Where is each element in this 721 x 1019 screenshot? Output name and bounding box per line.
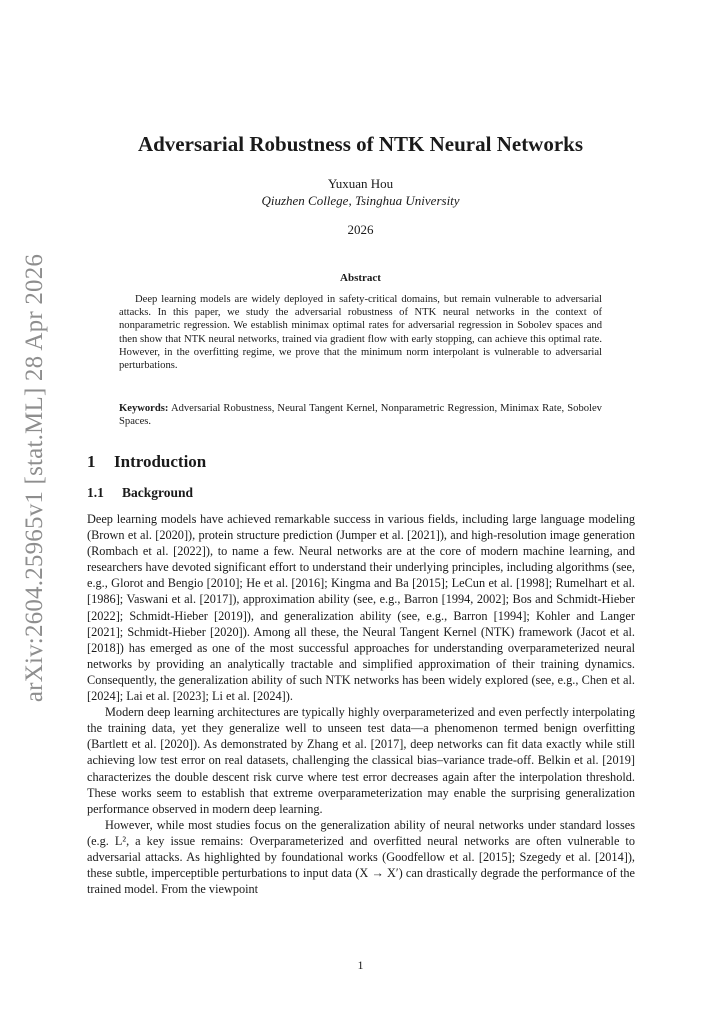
section-title: Introduction (114, 452, 207, 471)
keywords-text: Adversarial Robustness, Neural Tangent Kernel, Nonparametric Regression, Minimax Rate, Sobolev Spaces. (119, 403, 602, 428)
arxiv-stamp-text: arXiv:2604.25965v1 [stat.ML] 28 Apr 2026 (21, 253, 48, 703)
author-name: Yuxuan Hou (327, 176, 394, 191)
subsection-heading (87, 485, 193, 501)
section-heading (87, 452, 206, 472)
paragraph: Deep learning models have achieved remarkable success in various fields, including large language modeling (Brown et al. [2020]), protein structure prediction (Jumper et al. [2021]), and high-resolution image generation (Rombach et al. [2022]), to name a few. Neural networks are at the core of modern machine learning, and researchers have devoted significant effort to understand their underlying principles, including algorithms (see, e.g., Glorot and Bengio [2010]; He et al. [2016]; Kingma and Ba [2015]; LeCun et al. [1998]; Rumelhart et al. [1986]; Vaswani et al. [2017]), approximation ability (see, e.g., Barron [1994, 2002]; Bos and Schmidt-Hieber [2022]; Schmidt-Hieber [2019]), and generalization ability (see, e.g., Barron [1994]; Kohler and Langer [2021]; Schmidt-Hieber [2020]). Among all these, the Neural Tangent Kernel (NTK) framework (Jacot et al. [2018]) has emerged as one of the most successful approaches for understanding overparameterized neural networks by providing an analytically tractable and simplified approximation of their training dynamics. Consequently, the generalization ability of such NTK networks has been widely explored (see, e.g., Chen et al. [2024]; Lai et al. [2023]; Li et al. [2024]). (87, 512, 635, 704)
abstract-text: Deep learning models are widely deployed in safety-critical domains, but remain vulnerable to adversarial attacks. In this paper, we study the adversarial robustness of NTK neural networks in the context of nonparametric regression. We establish minimax optimal rates for adversarial regression in Sobolev spaces and then show that NTK neural networks, trained via gradient flow with early stopping, can achieve this optimal rate. However, in the overfitting regime, we prove that the minimum norm interpolant is vulnerable to adversarial perturbations. (119, 294, 602, 372)
section-number: 1 (87, 452, 96, 471)
subsection-number: 1.1 (87, 485, 104, 500)
paragraph: However, while most studies focus on the generalization ability of neural networks under standard losses (e.g. L², a key issue remains: Overparameterized and overfitted neural networks are often vulnerable to adversarial attacks. As highlighted by foundational works (Goodfellow et al. [2015]; Szegedy et al. [2014]), these subtle, imperceptible perturbations to input data (X → X′) can drastically degrade the performance of the trained model. From the viewpoint (87, 817, 635, 897)
body-text (87, 511, 635, 897)
keywords-label: Keywords: (119, 403, 169, 414)
subsection-title: Background (122, 485, 194, 500)
paper-title: Adversarial Robustness of NTK Neural Networks (137, 132, 584, 156)
abstract-heading: Abstract (340, 272, 381, 284)
author-affiliation: Qiuzhen College, Tsinghua University (261, 193, 460, 208)
paper-date: 2026 (347, 222, 374, 237)
keywords (119, 402, 602, 428)
page-number: 1 (357, 958, 364, 972)
paragraph: Modern deep learning architectures are typically highly overparameterized and even perfectly interpolating the training data, yet they generalize well to unseen test data—a phenomenon termed benign overfitting (Bartlett et al. [2020]). As demonstrated by Zhang et al. [2017], deep networks can fit data exactly while still achieving low test error on real datasets, challenging the classical bias–variance trade-off. Belkin et al. [2019] characterizes the double descent risk curve where test error decreases again after the interpolation threshold. These works seem to establish that extreme overparameterization may enable the surprising generalization performance observed in modern deep learning. (87, 705, 635, 816)
